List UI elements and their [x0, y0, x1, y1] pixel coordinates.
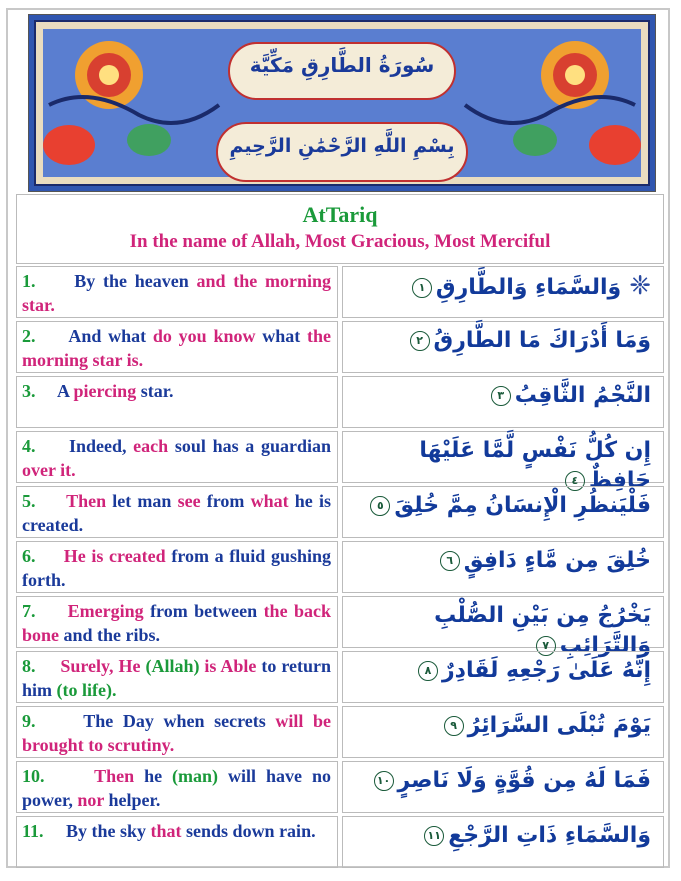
translation-segment: and the ribs. [59, 625, 161, 645]
bismillah-arabic: بِسْمِ اللَّهِ الرَّحْمَٰنِ الرَّحِيمِ [229, 135, 455, 157]
translation-segment: will have no power, [22, 766, 331, 810]
arabic-text: وَالسَّمَاءِ وَالطَّارِقِ [435, 275, 622, 300]
translation-segment: A [57, 381, 74, 401]
translation-segment: from [200, 491, 251, 511]
translation-segment: Then [94, 766, 135, 786]
translation-segment: over it. [22, 460, 76, 480]
translation-segment: has [212, 436, 239, 456]
translation-segment: helper. [104, 790, 161, 810]
translation-segment: let man [112, 491, 178, 511]
verse-translation [16, 816, 338, 868]
ayah-number-icon: ٢ [410, 331, 430, 351]
surah-title-arabic: سُورَةُ الطَّارِقِ مَكِّيَّة [249, 53, 435, 77]
arabic-text: خُلِقَ مِن مَّاءٍ دَافِقٍ [463, 548, 651, 573]
verse-row [16, 266, 664, 321]
translation-segment: he is created. [22, 491, 331, 535]
verse-translation [16, 321, 338, 373]
verse-row [16, 596, 664, 658]
arabic-text: فَمَا لَهُ مِن قُوَّةٍ وَلَا نَاصِرٍ [397, 768, 651, 793]
ayah-number-icon: ٣ [491, 386, 511, 406]
ayah-number-icon: ١١ [424, 826, 444, 846]
verse-arabic [342, 541, 664, 593]
translation-segment: will be brought to scrutiny. [22, 711, 331, 755]
ayah-number-icon: ٦ [440, 551, 460, 571]
verse-arabic [342, 486, 664, 538]
arabic-text: وَمَا أَدْرَاكَ مَا الطَّارِقُ [433, 328, 651, 353]
arabic-text: يَخْرُجُ مِن بَيْنِ الصُّلْبِ وَالتَّرَائِبِ [434, 603, 651, 658]
arabic-text: وَالسَّمَاءِ ذَاتِ الرَّجْعِ [448, 823, 651, 848]
translation-segment: see [177, 491, 201, 511]
star-ornament-icon: ❈ [629, 271, 651, 301]
translation-segment: each [133, 436, 169, 456]
verse-arabic [342, 431, 664, 493]
ornament-graphic [29, 15, 655, 191]
page-frame [6, 8, 670, 868]
verse-translation [16, 431, 338, 483]
verse-row [16, 486, 664, 541]
translation-segment: morning star. [22, 271, 332, 315]
translation-segment: the back bone [22, 601, 331, 645]
verse-number: 3. [22, 381, 36, 401]
ayah-number-icon: ٥ [370, 496, 390, 516]
verse-row [16, 541, 664, 596]
verse-translation [16, 266, 338, 318]
verse-number: 1. [22, 271, 36, 291]
verse-translation [16, 541, 338, 593]
translation-segment: (man) [172, 766, 219, 786]
ornamental-banner [28, 14, 656, 192]
verse-row [16, 816, 664, 871]
verse-row [16, 321, 664, 376]
translation-segment: Emerging [67, 601, 144, 621]
translation-segment: do you know [152, 326, 256, 346]
translation-segment: what [250, 491, 289, 511]
translation-segment: is Able [199, 656, 257, 676]
surah-header [16, 194, 664, 264]
translation-segment: a guardian [238, 436, 331, 456]
verse-row [16, 376, 664, 431]
translation-segment: By the heaven [74, 271, 197, 291]
translation-segment: and the [196, 271, 258, 291]
translation-segment: from a fluid gushing forth. [22, 546, 331, 590]
ayah-number-icon: ١٠ [374, 771, 394, 791]
verse-number: 2. [22, 326, 36, 346]
verse-translation [16, 596, 338, 648]
translation-segment: (Allah) [145, 656, 200, 676]
verse-table [16, 266, 664, 871]
ayah-number-icon: ٧ [536, 636, 556, 656]
verse-row [16, 431, 664, 493]
translation-segment: sends down rain. [181, 821, 316, 841]
verse-number: 9. [22, 711, 36, 731]
verse-number: 7. [22, 601, 36, 621]
ayah-number-icon: ١ [412, 278, 432, 298]
verse-number: 5. [22, 491, 36, 511]
translation-segment: Surely, He [60, 656, 146, 676]
translation-segment: from between [143, 601, 264, 621]
translation-segment: soul [168, 436, 213, 456]
arabic-text: إِنَّهُ عَلَىٰ رَجْعِهِ لَقَادِرٌ [442, 658, 651, 683]
verse-number: 8. [22, 656, 36, 676]
translation-segment: And what [68, 326, 153, 346]
arabic-text: يَوْمَ تُبْلَى السَّرَائِرُ [467, 713, 651, 738]
verse-number: 11. [22, 821, 44, 841]
verse-arabic [342, 376, 664, 428]
translation-segment: piercing [73, 381, 137, 401]
verse-translation [16, 761, 338, 813]
verse-arabic [342, 706, 664, 758]
ayah-number-icon: ٨ [418, 661, 438, 681]
verse-row [16, 706, 664, 761]
translation-segment: nor [77, 790, 105, 810]
arabic-text: النَّجْمُ الثَّاقِبُ [514, 383, 651, 408]
verse-number: 4. [22, 436, 36, 456]
arabic-text: إِن كُلُّ نَفْسٍ لَّمَّا عَلَيْهَا حَافِظٌ [419, 438, 651, 493]
translation-segment: The Day when secrets [83, 711, 276, 731]
ayah-number-icon: ٤ [565, 471, 585, 491]
verse-row [16, 761, 664, 816]
bismillah-translation: In the name of Allah, Most Gracious, Most Merciful [129, 231, 551, 252]
translation-segment: (to life). [56, 680, 117, 700]
verse-arabic [342, 596, 664, 658]
verse-row [16, 651, 664, 706]
translation-segment: He is created [63, 546, 166, 566]
verse-number: 6. [22, 546, 36, 566]
verse-number: 10. [22, 766, 45, 786]
translation-segment: that [150, 821, 182, 841]
verse-translation [16, 706, 338, 758]
verse-arabic [342, 321, 664, 373]
translation-segment: to return him [22, 656, 331, 700]
translation-segment: star. [136, 381, 174, 401]
verse-arabic [342, 651, 664, 703]
translation-segment: Then [66, 491, 113, 511]
translation-segment: Indeed, [68, 436, 134, 456]
ayah-number-icon: ٩ [444, 716, 464, 736]
translation-segment: the morning star is. [22, 326, 331, 370]
verse-translation [16, 651, 338, 703]
verse-arabic [342, 266, 664, 318]
translation-segment: what [255, 326, 307, 346]
surah-title: AtTariq [302, 202, 378, 227]
verse-translation [16, 486, 338, 538]
verse-arabic [342, 761, 664, 813]
translation-segment: he [134, 766, 173, 786]
translation-segment: By the sky [66, 821, 151, 841]
arabic-text: فَلْيَنظُرِ الْإِنسَانُ مِمَّ خُلِقَ [394, 493, 651, 518]
verse-translation [16, 376, 338, 428]
verse-arabic [342, 816, 664, 868]
